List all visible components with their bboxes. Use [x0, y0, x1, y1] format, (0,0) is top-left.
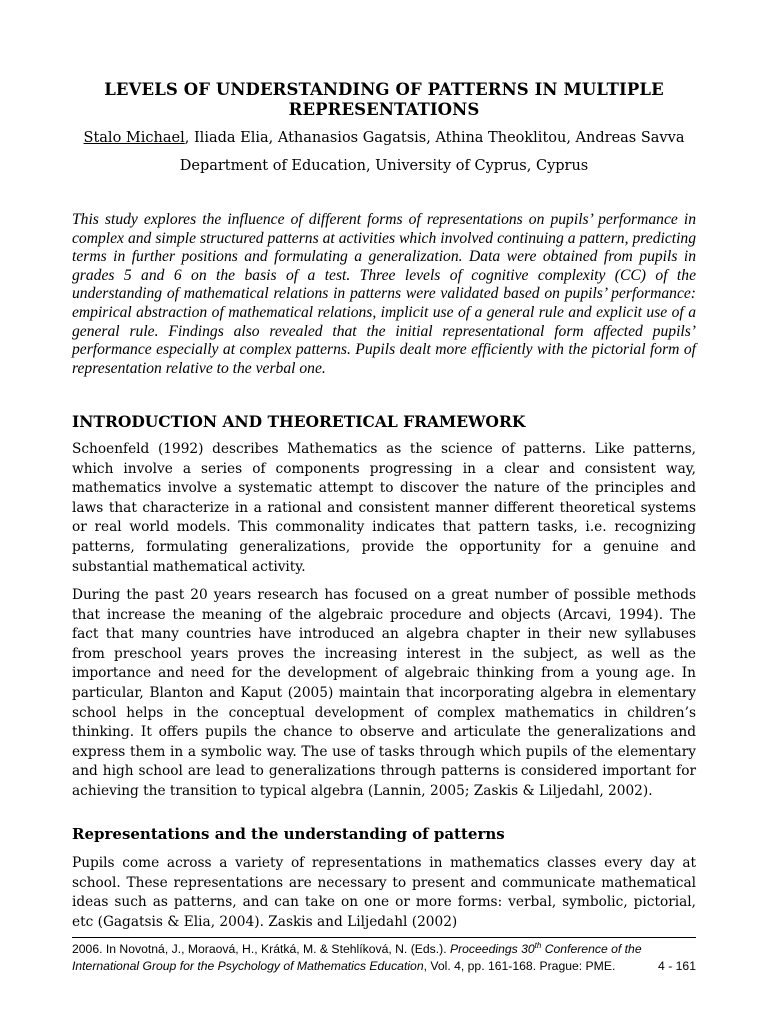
paragraph-intro-1: Schoenfeld (1992) describes Mathematics as the science of patterns. Like patterns, which involve a series of components progressing in a clear and consistent way, mathematics involve a systematic attempt to discover the nature of the principles and laws that characterize in a rational and consistent manner different theoretical systems or real world models. This commonality indicates that pattern tasks, i.e. recognizing patterns, formulating generalizations, provide the opportunity for a genuine and substantial mathematical activity. [72, 441, 696, 575]
page-footer [72, 941, 696, 975]
paragraph-intro-2: During the past 20 years research has focused on a great number of possible methods that increase the meaning of the algebraic procedure and objects (Arcavi, 1994). The fact that many countries have introduced an algebra chapter in their new syllabuses from preschool years proves the increasing interest in the subject, as well as the importance and need for the development of algebraic thinking from a young age. In particular, Blanton and Kaput (2005) maintain that incorporating algebra in elementary school helps in the conceptual development of complex mathematics in children’s thinking. It offers pupils the chance to observe and articulate the generalizations and express them in a symbolic way. The use of tasks through which pupils of the elementary and high school are lead to generalizations through patterns is considered important for achieving the transition to typical algebra (Lannin, 2005; Zaskis & Liljedahl, 2002). [72, 587, 696, 799]
subsection-heading-representations: Representations and the understanding of patterns [72, 825, 505, 843]
paper-title [72, 80, 696, 120]
co-authors: , Iliada Elia, Athanasios Gagatsis, Athina Theoklitou, Andreas Savva [184, 130, 685, 146]
footer-journal: International Group for the Psychology of Mathematics Education [72, 959, 424, 973]
footer-divider [72, 937, 696, 938]
page-number: 4 - 161 [658, 959, 696, 973]
title-line-2: REPRESENTATIONS [288, 100, 480, 119]
footer-volume-pages: , Vol. 4, pp. 161-168. Prague: PME. [423, 959, 616, 973]
paper-page [72, 0, 696, 1024]
footer-citation-prefix: 2006. In Novotná, J., Moraová, H., Krátká, M. & Stehlíková, N. (Eds.). [72, 942, 450, 956]
footer-proceedings: Proceedings 30th Conference of the [449, 940, 642, 956]
abstract: This study explores the influence of different forms of representations on pupils’ performance in complex and simple structured patterns at activities which involved continuing a pattern, predicting terms in further positions and formulating a generalization. Data were obtained from pupils in grades 5 and 6 on the basis of a test. Three levels of cognitive complexity (CC) of the understanding of mathematical relations in patterns were validated based on pupils’ performance: empirical abstraction of mathematical relations, implicit use of a general rule and explicit use of a general rule. Findings also revealed that the initial representational form affected pupils’ performance especially at complex patterns. Pupils dealt more efficiently with the pictorial form of representation relative to the verbal one. [72, 211, 696, 377]
footer-line-2 [72, 958, 696, 975]
footer-proceedings-sup: th [534, 940, 542, 950]
presenting-author: Stalo Michael [83, 130, 185, 146]
author-list [72, 129, 696, 147]
title-line-1: LEVELS OF UNDERSTANDING OF PATTERNS IN MULTIPLE [104, 80, 664, 99]
section-heading-introduction: INTRODUCTION AND THEORETICAL FRAMEWORK [72, 412, 526, 431]
affiliation: Department of Education, University of Cyprus, Cyprus [179, 158, 589, 174]
paragraph-representations-1: Pupils come across a variety of representations in mathematics classes every day at school. These representations are necessary to present and communicate mathematical ideas such as patterns, and can take on one or more forms: verbal, symbolic, pictorial, etc (Gagatsis & Elia, 2004). Zaskis and Liljedahl (2002) [72, 855, 696, 930]
footer-line-1 [72, 941, 696, 958]
